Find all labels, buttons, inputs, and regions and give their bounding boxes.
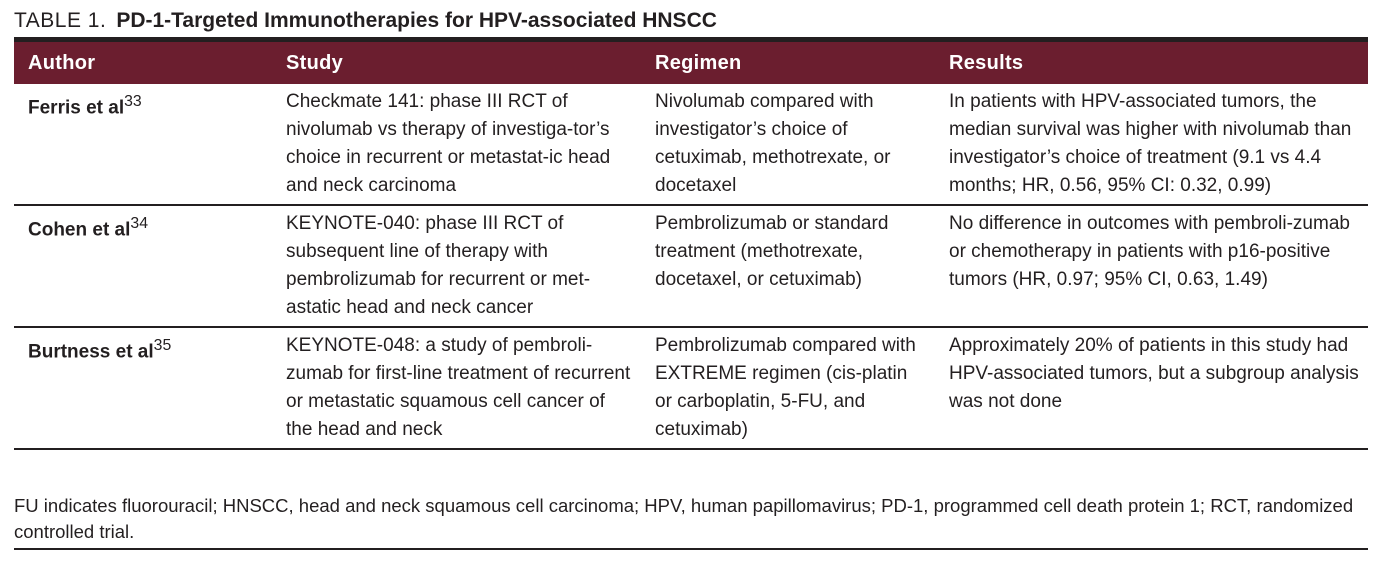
author-name: Ferris et al bbox=[28, 97, 125, 119]
table-caption bbox=[14, 8, 1366, 34]
table-title: PD-1-Targeted Immunotherapies for HPV-associated HNSCC bbox=[116, 9, 717, 32]
bottom-rule bbox=[14, 548, 1368, 550]
reference-number: 34 bbox=[130, 215, 149, 232]
table-row bbox=[14, 205, 1368, 327]
reference-number: 35 bbox=[153, 337, 172, 354]
cell-author bbox=[14, 327, 272, 449]
cell-regimen: Pembrolizumab compared with EXTREME regimen (cis-platin or carboplatin, 5-FU, and cetuximab) bbox=[641, 327, 935, 449]
table-row bbox=[14, 84, 1368, 205]
immunotherapy-table bbox=[14, 42, 1368, 450]
cell-study: Checkmate 141: phase III RCT of nivolumab vs therapy of investiga-tor’s choice in recurrent or metastat-ic head and neck carcinoma bbox=[272, 84, 641, 205]
cell-study: KEYNOTE-048: a study of pembroli-zumab for first-line treatment of recurrent or metastatic squamous cell cancer of the head and neck bbox=[272, 327, 641, 449]
cell-results: Approximately 20% of patients in this study had HPV-associated tumors, but a subgroup analysis was not done bbox=[935, 327, 1368, 449]
header-author: Author bbox=[14, 42, 272, 84]
cell-author bbox=[14, 205, 272, 327]
table-header-row bbox=[14, 42, 1368, 84]
cell-study: KEYNOTE-040: phase III RCT of subsequent line of therapy with pembrolizumab for recurrent or met-astatic head and neck cancer bbox=[272, 205, 641, 327]
cell-regimen: Pembrolizumab or standard treatment (methotrexate, docetaxel, or cetuximab) bbox=[641, 205, 935, 327]
cell-results: In patients with HPV-associated tumors, the median survival was higher with nivolumab than investigator’s choice of treatment (9.1 vs 4.4 months; HR, 0.56, 95% CI: 0.32, 0.99) bbox=[935, 84, 1368, 205]
author-name: Cohen et al bbox=[28, 219, 131, 241]
cell-results: No difference in outcomes with pembroli-zumab or chemotherapy in patients with p16-positive tumors (HR, 0.97; 95% CI, 0.63, 1.49) bbox=[935, 205, 1368, 327]
reference-number: 33 bbox=[124, 93, 142, 110]
header-results: Results bbox=[935, 42, 1368, 84]
header-study: Study bbox=[272, 42, 641, 84]
table-row bbox=[14, 327, 1368, 449]
table-footnote: FU indicates fluorouracil; HNSCC, head and neck squamous cell carcinoma; HPV, human papillomavirus; PD-1, programmed cell death protein 1; RCT, randomized controlled trial. bbox=[14, 495, 1354, 542]
header-regimen: Regimen bbox=[641, 42, 935, 84]
table-label: TABLE 1. bbox=[14, 9, 107, 32]
cell-regimen: Nivolumab compared with investigator’s choice of cetuximab, methotrexate, or docetaxel bbox=[641, 84, 935, 205]
author-name: Burtness et al bbox=[28, 341, 154, 363]
cell-author bbox=[14, 84, 272, 205]
